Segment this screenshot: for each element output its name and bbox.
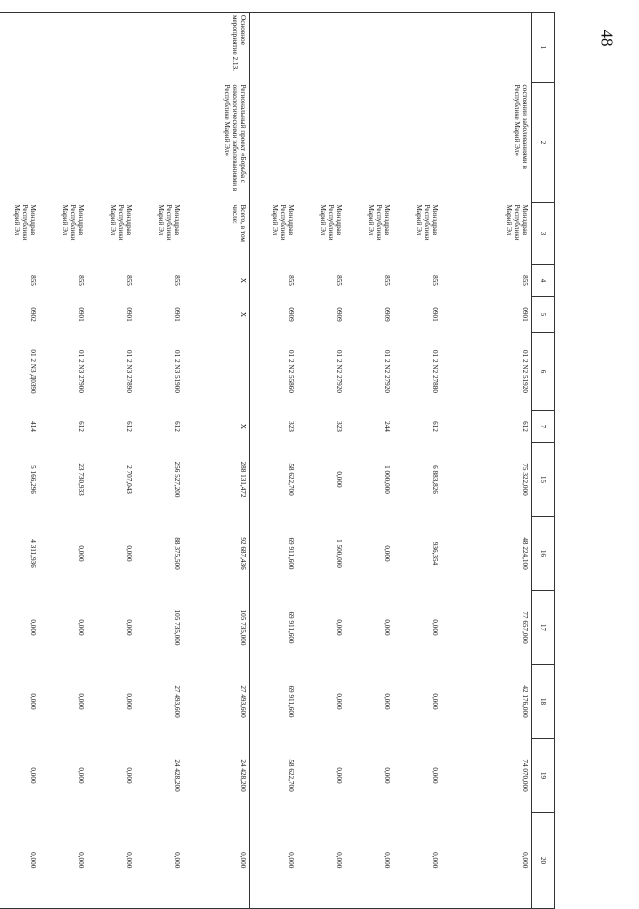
cell-c15: 6 883,826 xyxy=(431,465,440,494)
cell-c7: 612 xyxy=(431,421,440,432)
cell-c19: 0,000 xyxy=(335,767,344,784)
cell-c15: 0,000 xyxy=(335,471,344,488)
cell-c17: 69 911,600 xyxy=(287,611,296,644)
cell-c18: 0,000 xyxy=(125,693,134,710)
cell-c3: Минздрав Республики Марий Эл xyxy=(319,204,344,241)
cell-c16: 4 311,936 xyxy=(29,539,38,568)
cell-c2 xyxy=(346,83,394,203)
cell-c4: 855 xyxy=(125,275,134,286)
cell-c15: 23 730,933 xyxy=(77,463,86,496)
cell-c17: 105 735,000 xyxy=(184,591,250,665)
cell-c4: 855 xyxy=(29,275,38,286)
cell-c18: 0,000 xyxy=(77,693,86,710)
cell-c17: 77 657,000 xyxy=(521,611,529,644)
column-header: 17 xyxy=(532,591,555,665)
cell-c1 xyxy=(40,13,88,83)
cell-c18: 69 911,600 xyxy=(287,685,296,718)
cell-c20: 0,000 xyxy=(0,813,40,909)
cell-c19: 58 622,700 xyxy=(287,759,296,792)
cell-c2 xyxy=(0,83,40,203)
cell-c3: Минздрав Республики Марий Эл xyxy=(61,204,86,241)
cell-c7: 612 xyxy=(173,421,182,432)
table-row xyxy=(250,13,298,909)
cell-c18: 0,000 xyxy=(383,693,392,710)
cell-c17: 0,000 xyxy=(125,619,134,636)
cell-c7: 612 xyxy=(521,421,529,432)
cell-c5: 0901 xyxy=(431,307,440,322)
cell-c6: 01 2 N2 51920 xyxy=(521,350,529,393)
cell-c2 xyxy=(136,83,184,203)
cell-c16: 92 687,436 xyxy=(184,517,250,591)
cell-c16: 936,354 xyxy=(431,541,440,566)
cell-c5: 0901 xyxy=(77,307,86,322)
cell-c19: 0,000 xyxy=(383,767,392,784)
cell-c5: 0902 xyxy=(29,307,38,322)
cell-c18: 42 176,000 xyxy=(521,685,529,718)
cell-c1: Основное мероприятие 2.13. xyxy=(184,13,250,83)
column-header: 3 xyxy=(532,203,555,265)
cell-c1 xyxy=(250,13,298,83)
cell-c6: 01 2 N2 55860 xyxy=(287,350,296,393)
cell-c5: 0901 xyxy=(173,307,182,322)
cell-c20: 0,000 xyxy=(88,813,136,909)
budget-table xyxy=(0,12,555,909)
table-row xyxy=(88,13,136,909)
column-header: 7 xyxy=(532,411,555,443)
table-body xyxy=(0,13,555,909)
cell-c3: Минздрав Республики Марий Эл xyxy=(157,204,182,241)
column-header: 6 xyxy=(532,333,555,411)
column-header: 20 xyxy=(532,813,555,909)
cell-c3: Минздрав Республики Марий Эл xyxy=(367,204,392,241)
column-header: 19 xyxy=(532,739,555,813)
cell-c15: 58 622,700 xyxy=(287,463,296,496)
rotated-table-area xyxy=(13,12,555,882)
cell-c18: 0,000 xyxy=(431,693,440,710)
cell-c17: 0,000 xyxy=(77,619,86,636)
cell-c19: 0,000 xyxy=(125,767,134,784)
cell-c15: 75 322,000 xyxy=(521,463,529,496)
cell-c4: 855 xyxy=(521,275,529,286)
column-header: 15 xyxy=(532,443,555,517)
cell-c2 xyxy=(394,83,442,203)
cell-c18: 0,000 xyxy=(29,693,38,710)
cell-c6: 01 2 N3 51900 xyxy=(173,350,182,393)
cell-c18: 0,000 xyxy=(335,693,344,710)
cell-c19: 0,000 xyxy=(29,767,38,784)
cell-c2 xyxy=(40,83,88,203)
cell-c15: 1 000,000 xyxy=(383,465,392,494)
cell-c3: Минздрав Республики Марий Эл xyxy=(415,204,440,241)
cell-c16: 1 500,000 xyxy=(335,539,344,568)
cell-c5: 0909 xyxy=(287,307,296,322)
cell-c1 xyxy=(136,13,184,83)
cell-c17: 0,000 xyxy=(383,619,392,636)
table-row xyxy=(298,13,346,909)
cell-c20: 0,000 xyxy=(136,813,184,909)
cell-c3: Минздрав Республики Марий Эл xyxy=(109,204,134,241)
cell-c5: 0909 xyxy=(383,307,392,322)
cell-c5: 0901 xyxy=(125,307,134,322)
cell-c16: 48 224,100 xyxy=(521,537,529,570)
table-row xyxy=(136,13,184,909)
cell-c4: 855 xyxy=(431,275,440,286)
cell-c7: 414 xyxy=(29,421,38,432)
cell-c20: 0,000 xyxy=(394,813,442,909)
cell-c20: 0,000 xyxy=(250,813,298,909)
cell-c3: Минздрав Республики Марий Эл xyxy=(504,204,529,241)
cell-c20: 0,000 xyxy=(442,813,532,909)
cell-c5: 0909 xyxy=(335,307,344,322)
cell-c17: 0,000 xyxy=(431,619,440,636)
cell-c2: Региональный проект «Борьба с онкологическими заболеваниями в Республике Марий Эл» xyxy=(184,83,250,203)
cell-c4: 855 xyxy=(287,275,296,286)
cell-c20: 0,000 xyxy=(184,813,250,909)
cell-c2 xyxy=(250,83,298,203)
column-header: 5 xyxy=(532,297,555,333)
cell-c2 xyxy=(88,83,136,203)
cell-c5: 0901 xyxy=(521,307,529,322)
cell-c16: 0,000 xyxy=(383,545,392,562)
cell-c18: 27 493,600 xyxy=(173,685,182,718)
cell-c16: 88 375,500 xyxy=(173,537,182,570)
cell-c16: 69 911,600 xyxy=(287,537,296,570)
column-header: 16 xyxy=(532,517,555,591)
cell-c18: 27 493,600 xyxy=(184,665,250,739)
cell-c19: 0,000 xyxy=(431,767,440,784)
cell-c20: 0,000 xyxy=(298,813,346,909)
cell-c1 xyxy=(346,13,394,83)
cell-c20: 0,000 xyxy=(40,813,88,909)
cell-c3: Всего, в том числе: xyxy=(184,203,250,265)
cell-c3: Минздрав Республики Марий Эл xyxy=(13,204,38,241)
header-row xyxy=(532,13,555,909)
table-row xyxy=(394,13,442,909)
table-row xyxy=(346,13,394,909)
cell-c2: состоянии заболеваниями в Республике Марий Эл» xyxy=(512,84,529,169)
cell-c6: 01 2 N2 27920 xyxy=(383,350,392,393)
cell-c2 xyxy=(298,83,346,203)
cell-c19: 24 428,200 xyxy=(173,759,182,792)
column-header: 1 xyxy=(532,13,555,83)
table-row xyxy=(0,13,40,909)
cell-c19: 24 428,200 xyxy=(184,739,250,813)
cell-c7: 323 xyxy=(335,421,344,432)
cell-c6: 01 2 N3 Д0390 xyxy=(29,349,38,394)
cell-c19: 0,000 xyxy=(77,767,86,784)
cell-c1 xyxy=(394,13,442,83)
table-row xyxy=(184,13,250,909)
cell-c15: 256 527,200 xyxy=(173,461,182,498)
cell-c4: X xyxy=(184,265,250,297)
cell-c16: 0,000 xyxy=(125,545,134,562)
table-container xyxy=(13,12,555,882)
cell-c1 xyxy=(88,13,136,83)
column-header: 2 xyxy=(532,83,555,203)
cell-c7: 612 xyxy=(77,421,86,432)
cell-c7: 612 xyxy=(125,421,134,432)
cell-c1 xyxy=(298,13,346,83)
cell-c16: 0,000 xyxy=(77,545,86,562)
cell-c4: 855 xyxy=(383,275,392,286)
cell-c6 xyxy=(184,333,250,411)
cell-c19: 74 070,000 xyxy=(521,759,529,792)
cell-c15: 5 166,296 xyxy=(29,465,38,494)
cell-c3: Минздрав Республики Марий Эл xyxy=(271,204,296,241)
cell-c20: 0,000 xyxy=(346,813,394,909)
page-number: 48 xyxy=(597,29,617,47)
cell-c17: 0,000 xyxy=(29,619,38,636)
cell-c17: 105 735,000 xyxy=(173,609,182,646)
cell-c6: 01 2 N2 27880 xyxy=(431,350,440,393)
cell-c1 xyxy=(0,13,40,83)
cell-c1 xyxy=(442,13,532,83)
cell-c4: 855 xyxy=(77,275,86,286)
cell-c6: 01 2 N3 27900 xyxy=(77,350,86,393)
cell-c6: 01 2 N3 27890 xyxy=(125,350,134,393)
cell-c7: 323 xyxy=(287,421,296,432)
table-row xyxy=(40,13,88,909)
column-header: 18 xyxy=(532,665,555,739)
cell-c4: 855 xyxy=(335,275,344,286)
cell-c17: 0,000 xyxy=(335,619,344,636)
cell-c5: X xyxy=(184,297,250,333)
cell-c15: 288 131,472 xyxy=(184,443,250,517)
column-header: 4 xyxy=(532,265,555,297)
cell-c6: 01 2 N2 27920 xyxy=(335,350,344,393)
cell-c7: 244 xyxy=(383,421,392,432)
cell-c7: X xyxy=(184,411,250,443)
cell-c15: 2 707,043 xyxy=(125,465,134,494)
cell-c4: 855 xyxy=(173,275,182,286)
table-row xyxy=(442,13,532,909)
